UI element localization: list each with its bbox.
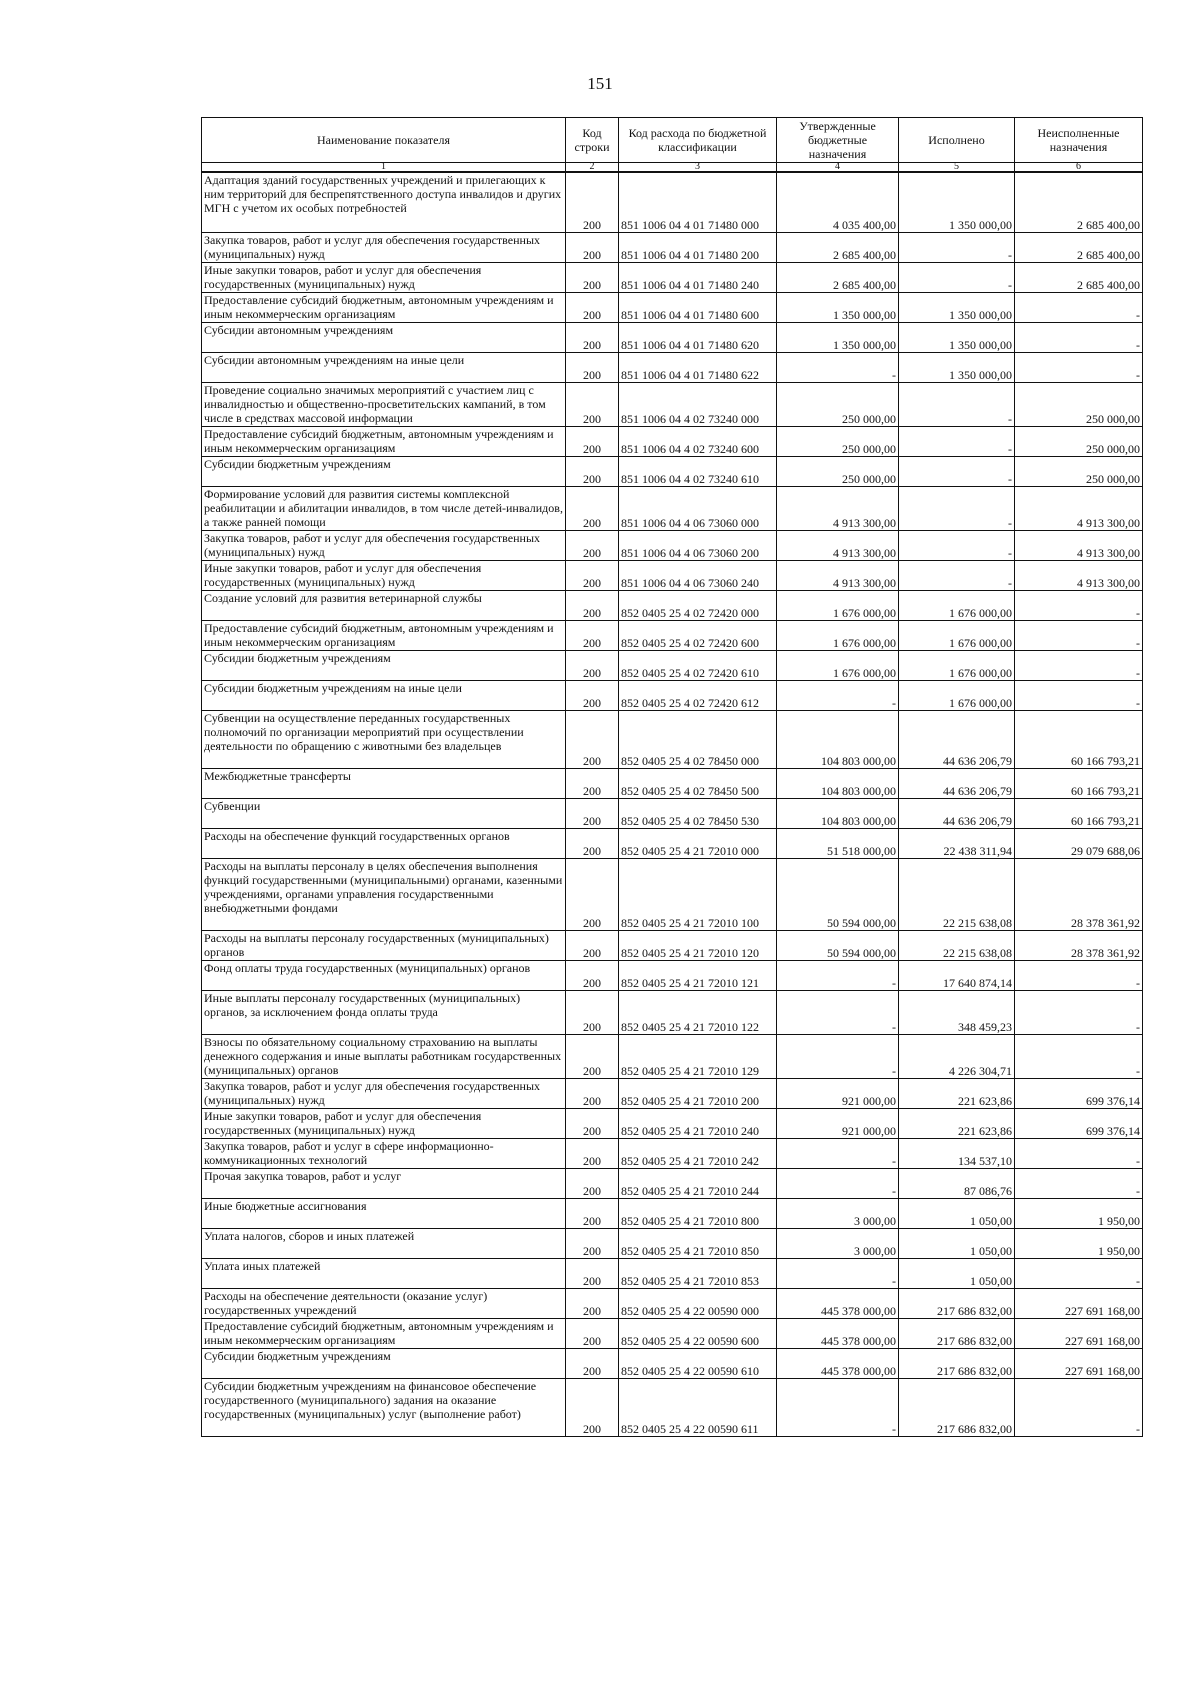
row-line-code: 200 bbox=[566, 620, 619, 650]
row-approved: 250 000,00 bbox=[777, 382, 899, 426]
row-budget-code: 851 1006 04 4 02 73240 600 bbox=[619, 426, 777, 456]
row-executed: 87 086,76 bbox=[899, 1168, 1015, 1198]
row-executed: 22 215 638,08 bbox=[899, 930, 1015, 960]
row-budget-code: 852 0405 25 4 21 72010 853 bbox=[619, 1258, 777, 1288]
row-unexecuted: 250 000,00 bbox=[1015, 382, 1143, 426]
row-approved: 104 803 000,00 bbox=[777, 710, 899, 768]
row-line-code: 200 bbox=[566, 456, 619, 486]
row-name: Субвенции на осуществление переданных государственных полномочий по организации мероприятий при осуществлении деятельности по обращению с животными без владельцев bbox=[202, 710, 566, 768]
row-name: Создание условий для развития ветеринарной службы bbox=[202, 590, 566, 620]
row-executed: 4 226 304,71 bbox=[899, 1034, 1015, 1078]
row-unexecuted: 227 691 168,00 bbox=[1015, 1288, 1143, 1318]
table-row bbox=[202, 798, 1143, 828]
row-executed: 44 636 206,79 bbox=[899, 710, 1015, 768]
row-name: Иные закупки товаров, работ и услуг для обеспечения государственных (муниципальных) нужд bbox=[202, 262, 566, 292]
row-unexecuted: 250 000,00 bbox=[1015, 426, 1143, 456]
row-name: Предоставление субсидий бюджетным, автономным учреждениям и иным некоммерческим организациям bbox=[202, 1318, 566, 1348]
row-budget-code: 852 0405 25 4 02 72420 000 bbox=[619, 590, 777, 620]
row-name: Субвенции bbox=[202, 798, 566, 828]
row-budget-code: 852 0405 25 4 21 72010 129 bbox=[619, 1034, 777, 1078]
row-line-code: 200 bbox=[566, 232, 619, 262]
row-unexecuted: - bbox=[1015, 620, 1143, 650]
row-executed: 348 459,23 bbox=[899, 990, 1015, 1034]
row-line-code: 200 bbox=[566, 930, 619, 960]
row-approved: 2 685 400,00 bbox=[777, 232, 899, 262]
row-unexecuted: - bbox=[1015, 1378, 1143, 1436]
row-line-code: 200 bbox=[566, 1258, 619, 1288]
row-unexecuted: 1 950,00 bbox=[1015, 1198, 1143, 1228]
row-approved: 1 676 000,00 bbox=[777, 620, 899, 650]
row-budget-code: 851 1006 04 4 06 73060 240 bbox=[619, 560, 777, 590]
row-budget-code: 851 1006 04 4 01 71480 600 bbox=[619, 292, 777, 322]
row-line-code: 200 bbox=[566, 590, 619, 620]
row-name: Проведение социально значимых мероприятий с участием лиц с инвалидностью и общественно-просветительских кампаний, в том числе в средствах массовой информации bbox=[202, 382, 566, 426]
table-row bbox=[202, 172, 1143, 232]
row-budget-code: 852 0405 25 4 21 72010 120 bbox=[619, 930, 777, 960]
row-line-code: 200 bbox=[566, 382, 619, 426]
row-executed: 1 350 000,00 bbox=[899, 322, 1015, 352]
table-row bbox=[202, 322, 1143, 352]
row-executed: 217 686 832,00 bbox=[899, 1378, 1015, 1436]
row-unexecuted: - bbox=[1015, 322, 1143, 352]
row-unexecuted: 28 378 361,92 bbox=[1015, 930, 1143, 960]
row-approved: 1 350 000,00 bbox=[777, 292, 899, 322]
row-line-code: 200 bbox=[566, 1108, 619, 1138]
row-approved: - bbox=[777, 1034, 899, 1078]
row-executed: 22 438 311,94 bbox=[899, 828, 1015, 858]
row-budget-code: 852 0405 25 4 22 00590 610 bbox=[619, 1348, 777, 1378]
table-row bbox=[202, 232, 1143, 262]
row-unexecuted: - bbox=[1015, 1168, 1143, 1198]
table-header-row bbox=[202, 118, 1143, 163]
row-executed: 1 050,00 bbox=[899, 1258, 1015, 1288]
table-row bbox=[202, 1378, 1143, 1436]
row-budget-code: 852 0405 25 4 02 78450 000 bbox=[619, 710, 777, 768]
row-budget-code: 851 1006 04 4 01 71480 620 bbox=[619, 322, 777, 352]
row-approved: 50 594 000,00 bbox=[777, 930, 899, 960]
row-unexecuted: - bbox=[1015, 1138, 1143, 1168]
row-approved: 3 000,00 bbox=[777, 1198, 899, 1228]
row-unexecuted: 60 166 793,21 bbox=[1015, 710, 1143, 768]
row-budget-code: 851 1006 04 4 02 73240 000 bbox=[619, 382, 777, 426]
row-executed: 221 623,86 bbox=[899, 1078, 1015, 1108]
row-executed: - bbox=[899, 232, 1015, 262]
table-row bbox=[202, 262, 1143, 292]
row-budget-code: 852 0405 25 4 02 78450 500 bbox=[619, 768, 777, 798]
row-executed: 217 686 832,00 bbox=[899, 1318, 1015, 1348]
row-unexecuted: 4 913 300,00 bbox=[1015, 486, 1143, 530]
row-budget-code: 852 0405 25 4 21 72010 122 bbox=[619, 990, 777, 1034]
row-approved: - bbox=[777, 680, 899, 710]
row-line-code: 200 bbox=[566, 322, 619, 352]
row-line-code: 200 bbox=[566, 650, 619, 680]
row-budget-code: 852 0405 25 4 21 72010 242 bbox=[619, 1138, 777, 1168]
row-name: Субсидии бюджетным учреждениям bbox=[202, 650, 566, 680]
row-unexecuted: 699 376,14 bbox=[1015, 1108, 1143, 1138]
table-row bbox=[202, 710, 1143, 768]
row-approved: 4 913 300,00 bbox=[777, 560, 899, 590]
column-numbers-row bbox=[202, 163, 1143, 173]
row-line-code: 200 bbox=[566, 710, 619, 768]
row-name: Иные закупки товаров, работ и услуг для обеспечения государственных (муниципальных) нужд bbox=[202, 1108, 566, 1138]
row-name: Предоставление субсидий бюджетным, автономным учреждениям и иным некоммерческим организациям bbox=[202, 426, 566, 456]
row-line-code: 200 bbox=[566, 1198, 619, 1228]
row-unexecuted: - bbox=[1015, 1258, 1143, 1288]
table-row bbox=[202, 680, 1143, 710]
row-approved: 250 000,00 bbox=[777, 456, 899, 486]
table-row bbox=[202, 768, 1143, 798]
row-line-code: 200 bbox=[566, 1034, 619, 1078]
row-approved: - bbox=[777, 1378, 899, 1436]
row-unexecuted: - bbox=[1015, 650, 1143, 680]
row-approved: 1 350 000,00 bbox=[777, 322, 899, 352]
row-line-code: 200 bbox=[566, 990, 619, 1034]
row-approved: 445 378 000,00 bbox=[777, 1318, 899, 1348]
row-line-code: 200 bbox=[566, 1318, 619, 1348]
row-unexecuted: 227 691 168,00 bbox=[1015, 1318, 1143, 1348]
row-unexecuted: 60 166 793,21 bbox=[1015, 768, 1143, 798]
row-executed: 217 686 832,00 bbox=[899, 1288, 1015, 1318]
row-unexecuted: 60 166 793,21 bbox=[1015, 798, 1143, 828]
row-approved: 2 685 400,00 bbox=[777, 262, 899, 292]
row-budget-code: 851 1006 04 4 01 71480 240 bbox=[619, 262, 777, 292]
table-row bbox=[202, 990, 1143, 1034]
row-budget-code: 852 0405 25 4 21 72010 850 bbox=[619, 1228, 777, 1258]
row-budget-code: 852 0405 25 4 21 72010 244 bbox=[619, 1168, 777, 1198]
table-row bbox=[202, 1108, 1143, 1138]
row-line-code: 200 bbox=[566, 1138, 619, 1168]
row-approved: 4 913 300,00 bbox=[777, 530, 899, 560]
row-name: Фонд оплаты труда государственных (муниципальных) органов bbox=[202, 960, 566, 990]
table-row bbox=[202, 382, 1143, 426]
row-approved: 4 913 300,00 bbox=[777, 486, 899, 530]
row-name: Расходы на обеспечение функций государственных органов bbox=[202, 828, 566, 858]
row-budget-code: 852 0405 25 4 02 78450 530 bbox=[619, 798, 777, 828]
row-approved: 921 000,00 bbox=[777, 1108, 899, 1138]
page-number: 151 bbox=[587, 74, 613, 93]
table-row bbox=[202, 858, 1143, 930]
row-budget-code: 852 0405 25 4 22 00590 600 bbox=[619, 1318, 777, 1348]
header-unexecuted: Неисполненные назначения bbox=[1015, 118, 1143, 163]
row-name: Закупка товаров, работ и услуг для обеспечения государственных (муниципальных) нужд bbox=[202, 232, 566, 262]
row-line-code: 200 bbox=[566, 262, 619, 292]
row-name: Адаптация зданий государственных учреждений и прилегающих к ним территорий для беспрепятственного доступа инвалидов и других МГН с учетом их особых потребностей bbox=[202, 172, 566, 232]
row-approved: 3 000,00 bbox=[777, 1228, 899, 1258]
table-row bbox=[202, 828, 1143, 858]
row-line-code: 200 bbox=[566, 1228, 619, 1258]
row-budget-code: 852 0405 25 4 22 00590 000 bbox=[619, 1288, 777, 1318]
table-row bbox=[202, 1288, 1143, 1318]
row-executed: 1 676 000,00 bbox=[899, 620, 1015, 650]
row-approved: 104 803 000,00 bbox=[777, 768, 899, 798]
row-name: Иные выплаты персоналу государственных (муниципальных) органов, за исключением фонда оплаты труда bbox=[202, 990, 566, 1034]
row-name: Субсидии автономным учреждениям bbox=[202, 322, 566, 352]
column-number: 2 bbox=[566, 163, 619, 173]
table-row bbox=[202, 1138, 1143, 1168]
table-row bbox=[202, 352, 1143, 382]
row-line-code: 200 bbox=[566, 1168, 619, 1198]
row-unexecuted: - bbox=[1015, 1034, 1143, 1078]
column-number: 5 bbox=[899, 163, 1015, 173]
row-budget-code: 851 1006 04 4 01 71480 622 bbox=[619, 352, 777, 382]
row-line-code: 200 bbox=[566, 352, 619, 382]
table-row bbox=[202, 530, 1143, 560]
row-budget-code: 852 0405 25 4 21 72010 200 bbox=[619, 1078, 777, 1108]
row-executed: 1 676 000,00 bbox=[899, 590, 1015, 620]
row-line-code: 200 bbox=[566, 1078, 619, 1108]
row-line-code: 200 bbox=[566, 172, 619, 232]
row-name: Закупка товаров, работ и услуг для обеспечения государственных (муниципальных) нужд bbox=[202, 1078, 566, 1108]
row-executed: 1 350 000,00 bbox=[899, 352, 1015, 382]
row-executed: - bbox=[899, 560, 1015, 590]
row-budget-code: 852 0405 25 4 22 00590 611 bbox=[619, 1378, 777, 1436]
row-unexecuted: 699 376,14 bbox=[1015, 1078, 1143, 1108]
row-approved: 50 594 000,00 bbox=[777, 858, 899, 930]
row-budget-code: 851 1006 04 4 01 71480 000 bbox=[619, 172, 777, 232]
row-line-code: 200 bbox=[566, 560, 619, 590]
table-row bbox=[202, 620, 1143, 650]
row-name: Уплата налогов, сборов и иных платежей bbox=[202, 1228, 566, 1258]
header-executed: Исполнено bbox=[899, 118, 1015, 163]
row-approved: 445 378 000,00 bbox=[777, 1348, 899, 1378]
row-name: Формирование условий для развития системы комплексной реабилитации и абилитации инвалидов, в том числе детей-инвалидов, а также ранней помощи bbox=[202, 486, 566, 530]
row-name: Субсидии бюджетным учреждениям на иные цели bbox=[202, 680, 566, 710]
row-unexecuted: 4 913 300,00 bbox=[1015, 560, 1143, 590]
row-unexecuted: 28 378 361,92 bbox=[1015, 858, 1143, 930]
row-unexecuted: 1 950,00 bbox=[1015, 1228, 1143, 1258]
row-name: Прочая закупка товаров, работ и услуг bbox=[202, 1168, 566, 1198]
row-line-code: 200 bbox=[566, 1288, 619, 1318]
row-line-code: 200 bbox=[566, 680, 619, 710]
table-row bbox=[202, 1168, 1143, 1198]
table-row bbox=[202, 560, 1143, 590]
row-unexecuted: - bbox=[1015, 292, 1143, 322]
row-approved: 921 000,00 bbox=[777, 1078, 899, 1108]
row-name: Взносы по обязательному социальному страхованию на выплаты денежного содержания и иные выплаты работникам государственных (муниципальных) органов bbox=[202, 1034, 566, 1078]
table-row bbox=[202, 426, 1143, 456]
header-indicator-name: Наименование показателя bbox=[202, 118, 566, 163]
row-unexecuted: - bbox=[1015, 352, 1143, 382]
row-budget-code: 852 0405 25 4 02 72420 600 bbox=[619, 620, 777, 650]
row-unexecuted: 29 079 688,06 bbox=[1015, 828, 1143, 858]
row-approved: - bbox=[777, 1258, 899, 1288]
row-name: Расходы на выплаты персоналу в целях обеспечения выполнения функций государственными (муниципальными) органами, казенными учреждениями, органами управления государственными внебюджетными фондами bbox=[202, 858, 566, 930]
table-row bbox=[202, 1034, 1143, 1078]
row-approved: 1 676 000,00 bbox=[777, 650, 899, 680]
row-unexecuted: 4 913 300,00 bbox=[1015, 530, 1143, 560]
row-line-code: 200 bbox=[566, 292, 619, 322]
row-line-code: 200 bbox=[566, 960, 619, 990]
row-budget-code: 851 1006 04 4 01 71480 200 bbox=[619, 232, 777, 262]
row-line-code: 200 bbox=[566, 1378, 619, 1436]
row-unexecuted: 2 685 400,00 bbox=[1015, 262, 1143, 292]
row-budget-code: 851 1006 04 4 02 73240 610 bbox=[619, 456, 777, 486]
row-name: Закупка товаров, работ и услуг для обеспечения государственных (муниципальных) нужд bbox=[202, 530, 566, 560]
table-row bbox=[202, 650, 1143, 680]
row-executed: - bbox=[899, 382, 1015, 426]
row-executed: 221 623,86 bbox=[899, 1108, 1015, 1138]
row-executed: 1 350 000,00 bbox=[899, 172, 1015, 232]
row-approved: 1 676 000,00 bbox=[777, 590, 899, 620]
row-name: Субсидии автономным учреждениям на иные цели bbox=[202, 352, 566, 382]
row-executed: 1 676 000,00 bbox=[899, 680, 1015, 710]
row-unexecuted: - bbox=[1015, 990, 1143, 1034]
row-approved: - bbox=[777, 960, 899, 990]
column-number: 6 bbox=[1015, 163, 1143, 173]
row-name: Расходы на выплаты персоналу государственных (муниципальных) органов bbox=[202, 930, 566, 960]
table-row bbox=[202, 1228, 1143, 1258]
row-executed: 1 676 000,00 bbox=[899, 650, 1015, 680]
row-approved: 250 000,00 bbox=[777, 426, 899, 456]
row-executed: 134 537,10 bbox=[899, 1138, 1015, 1168]
row-name: Иные бюджетные ассигнования bbox=[202, 1198, 566, 1228]
table-row bbox=[202, 1348, 1143, 1378]
column-number: 4 bbox=[777, 163, 899, 173]
row-budget-code: 851 1006 04 4 06 73060 000 bbox=[619, 486, 777, 530]
row-approved: - bbox=[777, 1168, 899, 1198]
row-executed: 1 350 000,00 bbox=[899, 292, 1015, 322]
row-name: Предоставление субсидий бюджетным, автономным учреждениям и иным некоммерческим организациям bbox=[202, 620, 566, 650]
row-approved: - bbox=[777, 352, 899, 382]
row-name: Субсидии бюджетным учреждениям bbox=[202, 456, 566, 486]
header-approved: Утвержденные бюджетные назначения bbox=[777, 118, 899, 163]
row-name: Закупка товаров, работ и услуг в сфере информационно-коммуникационных технологий bbox=[202, 1138, 566, 1168]
row-line-code: 200 bbox=[566, 768, 619, 798]
row-name: Расходы на обеспечение деятельности (оказание услуг) государственных учреждений bbox=[202, 1288, 566, 1318]
table-body bbox=[202, 172, 1143, 1436]
row-unexecuted: 2 685 400,00 bbox=[1015, 172, 1143, 232]
row-executed: - bbox=[899, 530, 1015, 560]
row-line-code: 200 bbox=[566, 798, 619, 828]
row-executed: 17 640 874,14 bbox=[899, 960, 1015, 990]
row-name: Иные закупки товаров, работ и услуг для обеспечения государственных (муниципальных) нужд bbox=[202, 560, 566, 590]
row-line-code: 200 bbox=[566, 858, 619, 930]
row-name: Субсидии бюджетным учреждениям на финансовое обеспечение государственного (муниципального) задания на оказание государственных (муниципальных) услуг (выполнение работ) bbox=[202, 1378, 566, 1436]
row-executed: 217 686 832,00 bbox=[899, 1348, 1015, 1378]
row-budget-code: 852 0405 25 4 21 72010 000 bbox=[619, 828, 777, 858]
table-row bbox=[202, 1318, 1143, 1348]
row-approved: - bbox=[777, 1138, 899, 1168]
row-budget-code: 852 0405 25 4 21 72010 800 bbox=[619, 1198, 777, 1228]
row-unexecuted: 227 691 168,00 bbox=[1015, 1348, 1143, 1378]
row-name: Межбюджетные трансферты bbox=[202, 768, 566, 798]
table-row bbox=[202, 456, 1143, 486]
row-approved: 4 035 400,00 bbox=[777, 172, 899, 232]
row-unexecuted: 250 000,00 bbox=[1015, 456, 1143, 486]
table-row bbox=[202, 1078, 1143, 1108]
row-name: Уплата иных платежей bbox=[202, 1258, 566, 1288]
row-executed: 1 050,00 bbox=[899, 1228, 1015, 1258]
row-executed: - bbox=[899, 456, 1015, 486]
row-approved: - bbox=[777, 990, 899, 1034]
row-unexecuted: 2 685 400,00 bbox=[1015, 232, 1143, 262]
row-name: Субсидии бюджетным учреждениям bbox=[202, 1348, 566, 1378]
row-unexecuted: - bbox=[1015, 960, 1143, 990]
row-line-code: 200 bbox=[566, 1348, 619, 1378]
row-budget-code: 852 0405 25 4 21 72010 240 bbox=[619, 1108, 777, 1138]
row-approved: 104 803 000,00 bbox=[777, 798, 899, 828]
row-line-code: 200 bbox=[566, 530, 619, 560]
row-approved: 51 518 000,00 bbox=[777, 828, 899, 858]
table-row bbox=[202, 1198, 1143, 1228]
table-row bbox=[202, 1258, 1143, 1288]
budget-execution-table bbox=[201, 117, 1143, 1437]
table-row bbox=[202, 930, 1143, 960]
row-executed: 44 636 206,79 bbox=[899, 768, 1015, 798]
column-number: 1 bbox=[202, 163, 566, 173]
row-budget-code: 851 1006 04 4 06 73060 200 bbox=[619, 530, 777, 560]
row-executed: 1 050,00 bbox=[899, 1198, 1015, 1228]
row-line-code: 200 bbox=[566, 426, 619, 456]
row-executed: 44 636 206,79 bbox=[899, 798, 1015, 828]
row-budget-code: 852 0405 25 4 02 72420 612 bbox=[619, 680, 777, 710]
row-unexecuted: - bbox=[1015, 590, 1143, 620]
header-row-code: Код строки bbox=[566, 118, 619, 163]
row-executed: - bbox=[899, 426, 1015, 456]
row-budget-code: 852 0405 25 4 21 72010 100 bbox=[619, 858, 777, 930]
row-executed: 22 215 638,08 bbox=[899, 858, 1015, 930]
header-budget-code: Код расхода по бюджетной классификации bbox=[619, 118, 777, 163]
table-row bbox=[202, 590, 1143, 620]
row-approved: 445 378 000,00 bbox=[777, 1288, 899, 1318]
table-row bbox=[202, 960, 1143, 990]
row-executed: - bbox=[899, 262, 1015, 292]
row-executed: - bbox=[899, 486, 1015, 530]
table-row bbox=[202, 486, 1143, 530]
row-name: Предоставление субсидий бюджетным, автономным учреждениям и иным некоммерческим организациям bbox=[202, 292, 566, 322]
row-line-code: 200 bbox=[566, 828, 619, 858]
row-line-code: 200 bbox=[566, 486, 619, 530]
row-unexecuted: - bbox=[1015, 680, 1143, 710]
table-row bbox=[202, 292, 1143, 322]
row-budget-code: 852 0405 25 4 02 72420 610 bbox=[619, 650, 777, 680]
column-number: 3 bbox=[619, 163, 777, 173]
row-budget-code: 852 0405 25 4 21 72010 121 bbox=[619, 960, 777, 990]
